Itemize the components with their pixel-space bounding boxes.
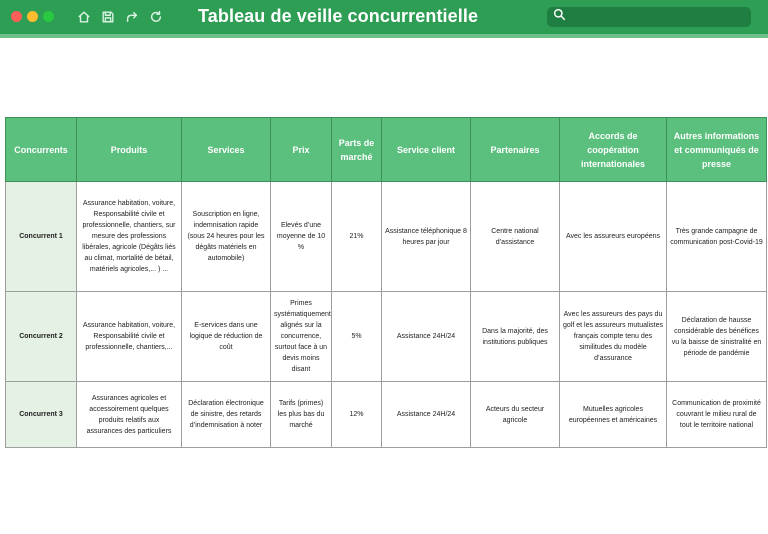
table-cell: Primes systématiquement alignés sur la concurrence, surtout face à un devis moins disant bbox=[271, 292, 332, 382]
search-bar[interactable] bbox=[547, 7, 751, 27]
titlebar-divider bbox=[0, 34, 768, 38]
table-cell: Assurance habitation, voiture, Responsabilité civile et professionnelle, chantiers,... bbox=[77, 292, 182, 382]
table-cell: Assurances agricoles et accessoirement quelques produits relatifs aux assurances des particuliers bbox=[77, 382, 182, 448]
search-icon bbox=[553, 8, 566, 26]
window-titlebar bbox=[0, 0, 768, 36]
table-cell: Avec les assureurs des pays du golf et les assureurs mutualistes français compte tenu des similitudes du modèle d’assurance bbox=[560, 292, 667, 382]
save-icon[interactable] bbox=[100, 9, 116, 25]
toolbar bbox=[76, 9, 164, 25]
table-cell: Assistance téléphonique 8 heures par jour bbox=[382, 182, 471, 292]
window-title: Tableau de veille concurrentielle bbox=[198, 6, 479, 26]
header-cell-concurrents: Concurrents bbox=[6, 118, 77, 182]
minimize-window-button[interactable] bbox=[27, 11, 38, 22]
table-cell: 21% bbox=[332, 182, 382, 292]
table-row bbox=[6, 292, 767, 382]
header-row bbox=[6, 118, 767, 182]
table-cell: Centre national d’assistance bbox=[471, 182, 560, 292]
competitor-table bbox=[5, 117, 767, 448]
header-cell-accords: Accords de coopération internationales bbox=[560, 118, 667, 182]
header-cell-prix: Prix bbox=[271, 118, 332, 182]
close-window-button[interactable] bbox=[11, 11, 22, 22]
row-header-cell: Concurrent 3 bbox=[6, 382, 77, 448]
row-header-cell: Concurrent 2 bbox=[6, 292, 77, 382]
table-cell: 5% bbox=[332, 292, 382, 382]
header-cell-produits: Produits bbox=[77, 118, 182, 182]
table-row bbox=[6, 182, 767, 292]
refresh-icon[interactable] bbox=[148, 9, 164, 25]
table-cell: Assistance 24H/24 bbox=[382, 382, 471, 448]
table-cell: Déclaration électronique de sinistre, des retards d’indemnisation à noter bbox=[182, 382, 271, 448]
table-cell: 12% bbox=[332, 382, 382, 448]
header-cell-parts-de-marche: Parts de marché bbox=[332, 118, 382, 182]
table-cell: Déclaration de hausse considérable des bénéfices vu la baisse de sinistralité en période de pandémie bbox=[667, 292, 767, 382]
table-cell: Tarifs (primes) les plus bas du marché bbox=[271, 382, 332, 448]
table-cell: Assistance 24H/24 bbox=[382, 292, 471, 382]
table-cell: Elevés d’une moyenne de 10 % bbox=[271, 182, 332, 292]
header-cell-services: Services bbox=[182, 118, 271, 182]
table-cell: Très grande campagne de communication post-Covid-19 bbox=[667, 182, 767, 292]
header-cell-service-client: Service client bbox=[382, 118, 471, 182]
table-cell: Dans la majorité, des institutions publiques bbox=[471, 292, 560, 382]
window-controls bbox=[11, 11, 54, 22]
table-cell: Acteurs du secteur agricole bbox=[471, 382, 560, 448]
table-cell: Souscription en ligne, indemnisation rapide (sous 24 heures pour les dégâts matériels en automobile) bbox=[182, 182, 271, 292]
table-cell: Mutuelles agricoles européennes et américaines bbox=[560, 382, 667, 448]
table-cell: Assurance habitation, voiture, Responsabilité civile et professionnelle, chantiers, sur mesure des professions libérales, agricole (Dégâts liés au climat, mortalité de bétail, matériels agricoles,... ) ... bbox=[77, 182, 182, 292]
header-cell-partenaires: Partenaires bbox=[471, 118, 560, 182]
share-icon[interactable] bbox=[124, 9, 140, 25]
home-icon[interactable] bbox=[76, 9, 92, 25]
table-row bbox=[6, 382, 767, 448]
table-cell: Communication de proximité couvrant le milieu rural de tout le territoire national bbox=[667, 382, 767, 448]
header-cell-autres-informations: Autres informations et communiqués de presse bbox=[667, 118, 767, 182]
table-cell: E-services dans une logique de réduction de coût bbox=[182, 292, 271, 382]
table-cell: Avec les assureurs européens bbox=[560, 182, 667, 292]
row-header-cell: Concurrent 1 bbox=[6, 182, 77, 292]
maximize-window-button[interactable] bbox=[43, 11, 54, 22]
